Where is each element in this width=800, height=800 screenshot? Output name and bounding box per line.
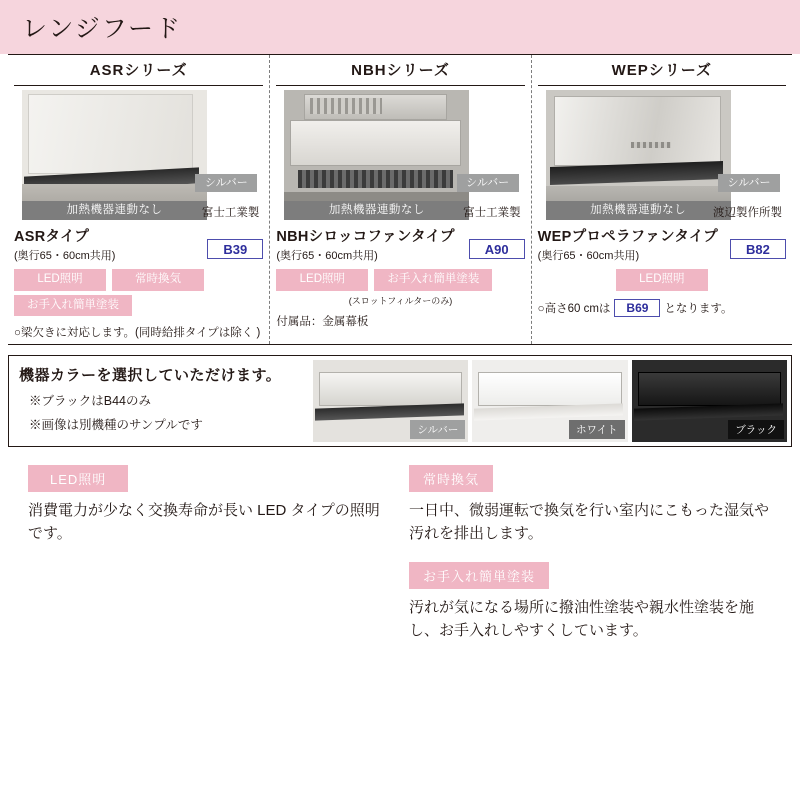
type-row [14, 225, 263, 265]
accessory-note: 付属品：金属幕板 [276, 315, 369, 328]
asr-hood-photo [22, 90, 207, 208]
type-name: NBHシロッコファンタイプ [276, 229, 455, 245]
type-name: WEPプロペラファンタイプ [537, 229, 718, 245]
interlock-label: 加熱機器連動なし [22, 201, 207, 220]
color-sample-label: ホワイト [569, 420, 625, 439]
feature-heading-tag: 常時換気 [409, 465, 493, 492]
color-selection-title: 機器カラーを選択していただけます。 [19, 367, 282, 385]
color-selection-text [9, 356, 309, 446]
series-image-area [538, 90, 786, 220]
color-sample-silver [313, 360, 468, 442]
nbh-hood-photo [284, 90, 469, 208]
interlock-label: 加熱機器連動なし [284, 201, 469, 220]
maker-label: 渡辺製作所製 [712, 207, 782, 219]
color-sample-label: シルバー [410, 420, 465, 439]
series-column-wep [531, 55, 792, 344]
feature-explanations [0, 465, 800, 658]
feature-heading-tag: お手入れ簡単塗装 [409, 562, 549, 589]
series-image-area [276, 90, 524, 220]
feature-tag-list [14, 269, 263, 316]
series-note-prefix: ○高さ60 cmは [537, 302, 611, 315]
interlock-label: 加熱機器連動なし [546, 201, 731, 220]
feature-item-coating [409, 562, 772, 643]
feature-body: 一日中、微弱運転で換気を行い室内にこもった湿気や汚れを排出します。 [409, 502, 770, 543]
series-image-area [14, 90, 263, 220]
product-code: B39 [207, 239, 263, 259]
feature-item-led [28, 465, 391, 546]
feature-tag: お手入れ簡単塗装 [14, 295, 132, 317]
feature-tag-note: (スロットフィルターのみ) [348, 295, 453, 306]
feature-tag: お手入れ簡単塗装 [374, 269, 492, 291]
type-row [538, 225, 786, 265]
type-row [276, 225, 524, 265]
product-code: B82 [730, 239, 786, 259]
color-selection-note-1: ※ブラックはB44のみ [29, 394, 151, 409]
feature-tag: LED照明 [276, 269, 368, 291]
feature-item-ventilation [409, 465, 772, 546]
wep-hood-photo [546, 90, 731, 208]
feature-body: 汚れが気になる場所に撥油性塗装や親水性塗装を施し、お手入れしやすくしています。 [409, 598, 755, 639]
series-heading: ASRシリーズ [14, 55, 263, 86]
feature-column-left [28, 465, 391, 658]
series-column-asr [8, 55, 269, 344]
color-sample-white [472, 360, 627, 442]
type-name: ASRタイプ [14, 229, 90, 245]
feature-column-right [409, 465, 772, 658]
color-chip: シルバー [195, 174, 257, 192]
color-selection-box [8, 355, 792, 447]
color-sample-label: ブラック [728, 420, 784, 439]
feature-tag: LED照明 [616, 269, 708, 291]
type-subtext: (奥行65・60cm共用) [276, 250, 378, 262]
alt-product-code: B69 [614, 299, 660, 317]
series-heading: NBHシリーズ [276, 55, 524, 86]
series-column-nbh [269, 55, 530, 344]
feature-heading-tag: LED照明 [28, 465, 128, 492]
feature-body: 消費電力が少なく交換寿命が長い LED タイプの照明です。 [28, 502, 380, 543]
color-sample-list [309, 356, 791, 446]
series-note [538, 299, 786, 317]
color-selection-note-2: ※画像は別機種のサンプルです [29, 418, 203, 433]
color-sample-black [632, 360, 787, 442]
feature-tag-list [538, 269, 786, 291]
series-note: ○梁欠きに対応します。(同時給排タイプは除く ) [14, 327, 261, 340]
page-title: レンジフード [22, 15, 183, 43]
type-subtext: (奥行65・60cm共用) [14, 250, 116, 262]
series-table [8, 54, 792, 344]
maker-label: 富士工業製 [463, 207, 521, 219]
feature-tag: 常時換気 [112, 269, 204, 291]
page-header [0, 0, 800, 54]
series-heading: WEPシリーズ [538, 55, 786, 86]
maker-label: 富士工業製 [201, 207, 260, 219]
table-bottom-rule [8, 344, 792, 345]
color-chip: シルバー [457, 174, 519, 192]
series-note-suffix: となります。 [664, 302, 733, 315]
color-chip: シルバー [718, 174, 780, 192]
type-subtext: (奥行65・60cm共用) [537, 250, 640, 262]
feature-tag-list [276, 269, 524, 307]
product-code: A90 [469, 239, 525, 259]
feature-tag: LED照明 [14, 269, 106, 291]
